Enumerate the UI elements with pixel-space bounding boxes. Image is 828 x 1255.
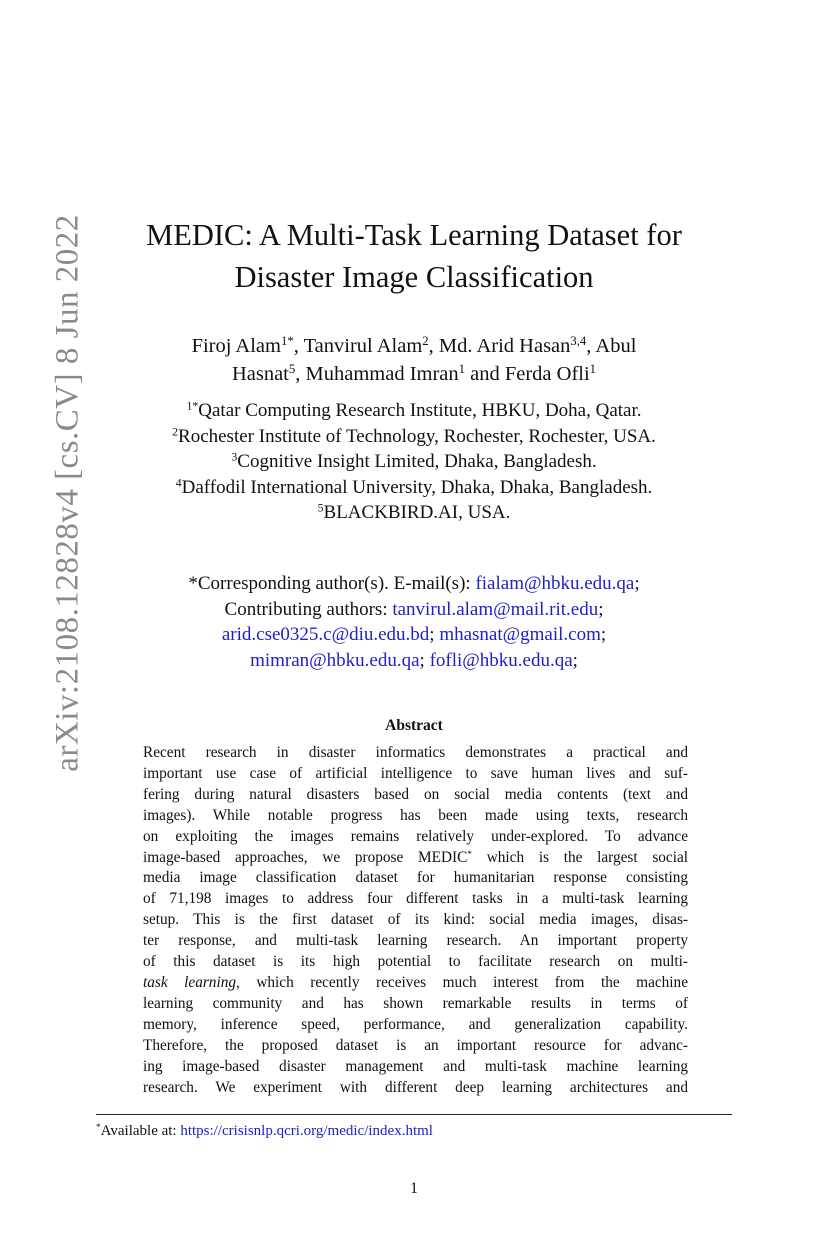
abstract-line: learning community and has shown remarkable results in terms of [143,994,688,1012]
separator: ; [598,598,604,620]
affiliation-mark: 2 [172,425,179,439]
footnote-divider [96,1114,732,1115]
abstract-line [143,848,688,869]
email-link[interactable]: arid.cse0325.c@diu.edu.bd [221,624,430,645]
abstract-text: , which recently receives much interest from the machine [236,973,688,991]
affiliation-text: Rochester Institute of Technology, Rochester, Rochester, USA. [178,425,656,447]
abstract-line: memory, inference speed, performance, and generalization capability. [143,1015,688,1033]
separator: ; [600,624,607,645]
author-name: , Abul [586,335,637,357]
author-line-1 [0,332,828,360]
page-number: 1 [410,1180,418,1197]
affiliation-3 [0,449,828,475]
affiliation-text: Daffodil International University, Dhaka, Dhaka, Bangladesh. [181,476,653,498]
footnote-mark: * [467,849,473,860]
affiliation-4 [0,475,828,501]
affiliation-5 [0,500,828,526]
arxiv-identifier: arXiv:2108.12828v4 [cs.CV] 8 Jun 2022 [49,214,86,772]
separator: ; [572,649,578,671]
author-name: , Muhammad Imran [295,363,459,385]
abstract-line: of 71,198 images to address four different tasks in a multi-task learning [143,890,688,908]
author-affil-mark: 1 [458,362,465,377]
abstract-line: important use case of artificial intelligence to save human lives and suf- [143,764,688,782]
email-link[interactable]: fialam@hbku.edu.qa [475,573,635,594]
title-line-1: MEDIC: A Multi-Task Learning Dataset for [146,218,682,252]
affiliation-mark: 4 [175,476,182,490]
abstract-line: images). While notable progress has been made using texts, research [143,806,688,824]
corresponding-author-line [0,571,828,597]
abstract-line: research. We experiment with different deep learning architectures and [143,1078,688,1096]
email-link[interactable]: tanvirul.alam@mail.rit.edu [392,598,599,620]
affiliation-1 [0,398,828,424]
email-line-3 [0,622,828,648]
abstract-line: Therefore, the proposed dataset is an important resource for advanc- [143,1036,688,1054]
separator: ; [419,649,425,671]
footnote-mark: * [96,1122,101,1133]
paper-title [0,214,828,298]
contact-emails [0,571,828,673]
abstract-line: fering during natural disasters based on social media contents (text and [143,785,688,803]
author-line-2 [0,360,828,388]
abstract-line: setup. This is the first dataset of its kind: social media images, disas- [143,911,688,929]
email-link[interactable]: mimran@hbku.edu.qa [250,649,420,671]
abstract-text: which is the largest social [472,848,688,866]
abstract-line: ter response, and multi-task learning research. An important property [143,932,688,950]
affiliation-2 [0,424,828,450]
footnote [96,1123,433,1140]
abstract-line: of this dataset is its high potential to facilitate research on multi- [143,953,688,971]
abstract-italic-text: task learning [143,973,236,991]
abstract-line [143,973,688,994]
author-list [0,332,828,388]
affiliation-mark: 1* [186,399,199,413]
corresponding-label: *Corresponding author(s). E-mail(s): [188,573,476,594]
contributing-authors-line [0,597,828,623]
abstract-line: ing image-based disaster management and multi-task machine learning [143,1057,688,1075]
affiliation-mark: 5 [317,501,324,515]
abstract-line: Recent research in disaster informatics demonstrates a practical and [143,744,688,761]
abstract-text: image-based approaches, we propose MEDIC [143,848,468,866]
title-line-2: Disaster Image Classification [234,260,594,294]
author-affil-mark: 5 [288,362,296,377]
dataset-url-link[interactable]: https://crisisnlp.qcri.org/medic/index.html [180,1123,433,1139]
author-affil-mark: 3,4 [570,334,587,349]
author-name: , Md. Arid Hasan [428,335,571,357]
author-name: and Ferda Ofli [465,363,590,385]
abstract-heading: Abstract [385,717,443,734]
author-affil-mark: 2 [422,334,429,349]
author-affil-mark: 1 [589,362,597,377]
email-line-4 [0,648,828,674]
author-name: Hasnat [231,363,289,385]
affiliation-text: BLACKBIRD.AI, USA. [323,502,511,523]
author-name: , Tanvirul Alam [293,335,423,357]
abstract-line: on exploiting the images remains relatively under-explored. To advance [143,827,688,845]
author-affil-mark: 1* [280,334,294,349]
affiliations [0,398,828,526]
footnote-label: Available at: [100,1123,181,1139]
contributing-label: Contributing authors: [224,598,393,620]
separator: ; [429,624,435,645]
email-link[interactable]: fofli@hbku.edu.qa [429,649,573,671]
affiliation-text: Qatar Computing Research Institute, HBKU, Doha, Qatar. [198,400,642,421]
affiliation-text: Cognitive Insight Limited, Dhaka, Bangladesh. [237,451,597,472]
abstract-line: media image classification dataset for humanitarian response consisting [143,869,688,887]
email-link[interactable]: mhasnat@gmail.com [439,624,601,645]
separator: ; [634,573,640,594]
author-name: Firoj Alam [191,335,281,357]
affiliation-mark: 3 [231,450,238,464]
abstract-body [143,743,688,1098]
